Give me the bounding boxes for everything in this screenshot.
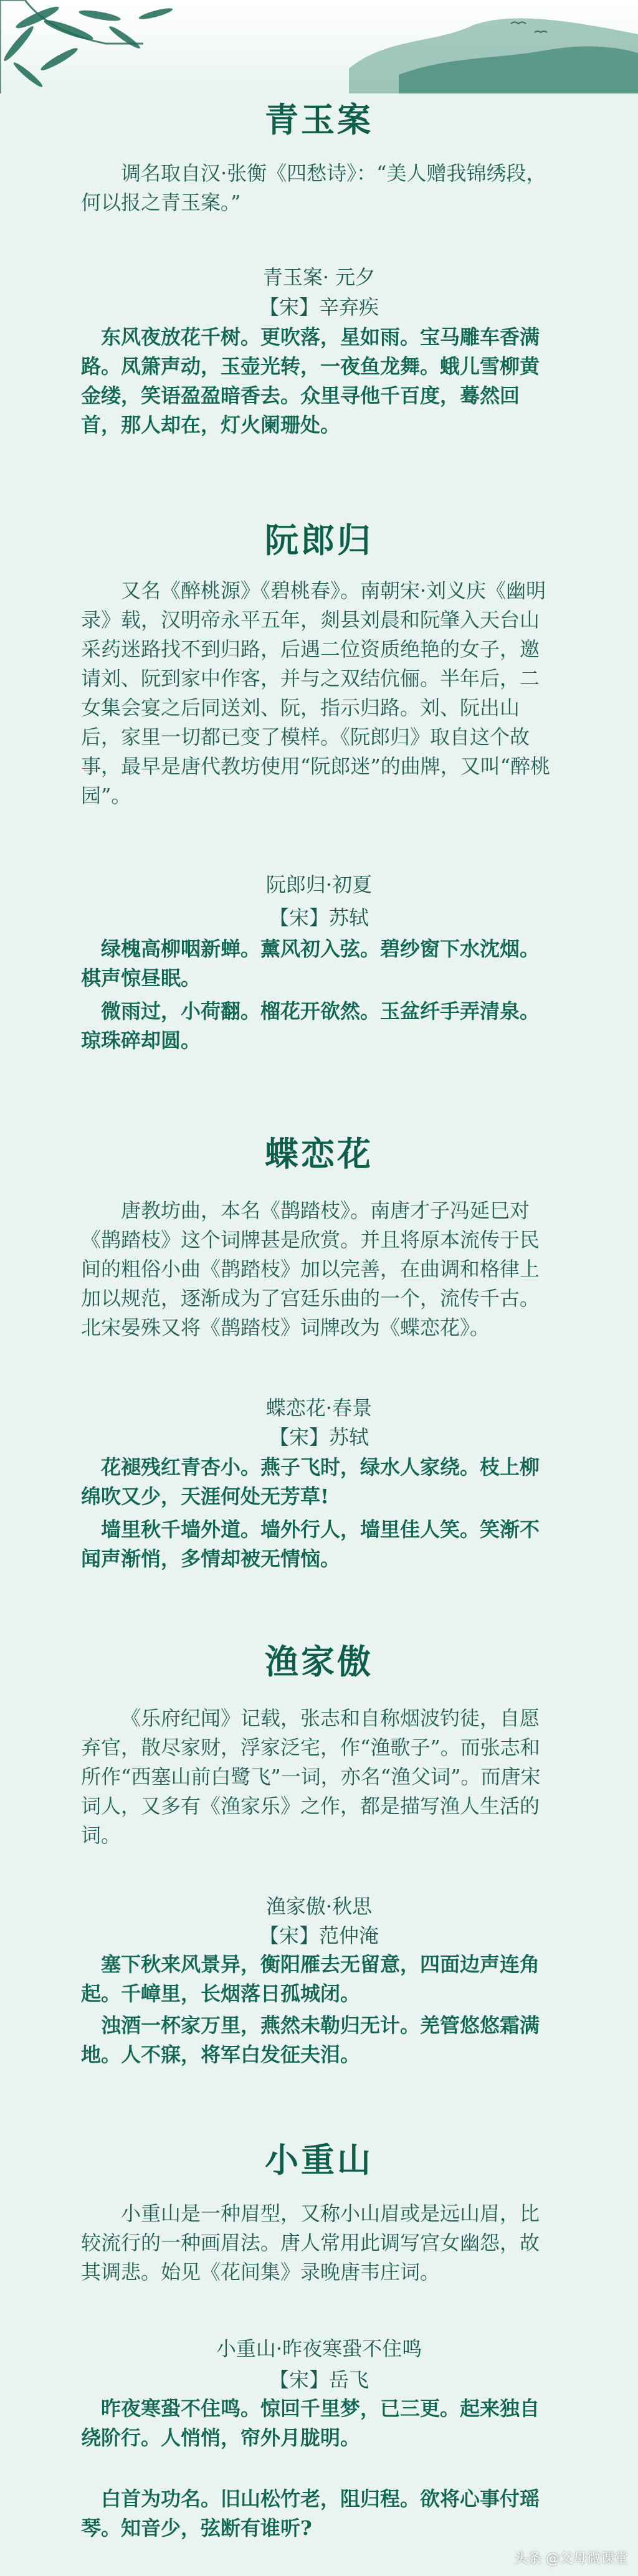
intro-yujiaao: 《乐府纪闻》记载，张志和自称烟波钓徒，自愿弃官，散尽家财，浮家泛宅，作“渔歌子”。而张志和所作“西塞山前白鹭飞”一词，亦名“渔父词”。而唐宋词人，又多有《渔家乐》之作，都是描写渔人生活的词。 xyxy=(81,1706,541,1847)
poem-title-ruanlanggui: 阮郎归·初夏 xyxy=(265,873,373,896)
poem-title-xiaochongshan: 小重山·昨夜寒蛩不住鸣 xyxy=(216,2337,422,2360)
heading-qingyuan: 青玉案 xyxy=(265,100,373,140)
poem-title-dielianhua: 蝶恋花·春景 xyxy=(265,1396,373,1420)
poem-text-yujiaao-1: 塞下秋来风景异，衡阳雁去无留意，四面边声连角起。千嶂里，长烟落日孤城闭。 xyxy=(81,1952,540,2005)
heading-ruanlanggui: 阮郎归 xyxy=(265,520,373,560)
ink-landscape-banner xyxy=(0,0,638,93)
heading-dielianhua: 蝶恋花 xyxy=(265,1134,373,1174)
poem-author-yujiaao: 【宋】范仲淹 xyxy=(259,1924,379,1947)
heading-xiaochongshan: 小重山 xyxy=(265,2140,373,2180)
poem-author-ruanlanggui: 【宋】苏轼 xyxy=(269,906,369,929)
intro-ruanlanggui: 又名《醉桃源》《碧桃春》。南朝宋·刘义庆《幽明录》载，汉明帝永平五年，剡县刘晨和阮肇入天台山采药迷路找不到归路，后遇二位资质绝艳的女子，邀请刘、阮到家中作客，并与之双结伉俪。半年后，二女集会宴之后同送刘、阮，指示归路。刘、阮出山后，家里一切都已变了模样。《阮郎归》取自这个故事，最早是唐代教坊使用“阮郎迷”的曲牌，又叫“醉桃园”。 xyxy=(81,579,551,807)
poem-text-yujiaao-2: 浊酒一杯家万里，燕然未勒归无计。羌管悠悠霜满地。人不寐，将军白发征夫泪。 xyxy=(81,2013,540,2066)
poem-title-yujiaao: 渔家傲·秋思 xyxy=(265,1894,373,1918)
poem-text-qingyuan: 东风夜放花千树。更吹落，星如雨。宝马雕车香满路。凤箫声动，玉壶光转，一夜鱼龙舞。蛾儿雪柳黄金缕，笑语盈盈暗香去。众里寻他千百度，蓦然回首，那人却在，灯火阑珊处。 xyxy=(81,325,540,437)
poem-text-dielianhua-1: 花褪残红青杏小。燕子飞时，绿水人家绕。枝上柳绵吹又少，天涯何处无芳草! xyxy=(81,1455,540,1508)
poem-text-xiaochongshan-1: 昨夜寒蛩不住鸣。惊回千里梦，已三更。起来独自绕阶行。人悄悄，帘外月胧明。 xyxy=(81,2397,540,2450)
heading-yujiaao: 渔家傲 xyxy=(265,1642,373,1681)
poem-text-ruanlanggui-1: 绿槐高柳咽新蝉。薰风初入弦。碧纱窗下水沈烟。棋声惊昼眠。 xyxy=(81,937,540,990)
poem-text-xiaochongshan-2: 白首为功名。旧山松竹老，阻归程。欲将心事付瑶琴。知音少，弦断有谁听? xyxy=(81,2487,540,2540)
poem-text-ruanlanggui-2: 微雨过，小荷翻。榴花开欲然。玉盆纤手弄清泉。琼珠碎却圆。 xyxy=(81,999,540,1052)
poem-text-dielianhua-2: 墙里秋千墙外道。墙外行人，墙里佳人笑。笑渐不闻声渐悄，多情却被无情恼。 xyxy=(81,1518,540,1571)
poem-author-qingyuan: 【宋】辛弃疾 xyxy=(259,295,379,319)
intro-xiaochongshan: 小重山是一种眉型，又称小山眉或是远山眉，比较流行的一种画眉法。唐人常用此调写宫女幽怨，故其调悲。始见《花间集》录晚唐韦庄词。 xyxy=(81,2202,540,2284)
poem-author-dielianhua: 【宋】苏轼 xyxy=(269,1425,369,1449)
intro-dielianhua: 唐教坊曲，本名《鹊踏枝》。南唐才子冯延巳对《鹊踏枝》这个词牌甚是欣赏。并且将原本流传于民间的粗俗小曲《鹊踏枝》加以完善，在曲调和格律上加以规范，逐渐成为了宫廷乐曲的一个，流传千古。北宋晏殊又将《鹊踏枝》词牌改为《蝶恋花》。 xyxy=(81,1199,540,1339)
poem-title-qingyuan: 青玉案· 元夕 xyxy=(262,265,376,289)
watermark: 头条 @父母微课堂 xyxy=(514,2551,628,2567)
poem-author-xiaochongshan: 【宋】岳飞 xyxy=(269,2368,369,2392)
intro-qingyuan: 调名取自汉·张衡《四愁诗》：“美人赠我锦绣段，何以报之青玉案。” xyxy=(81,161,546,214)
